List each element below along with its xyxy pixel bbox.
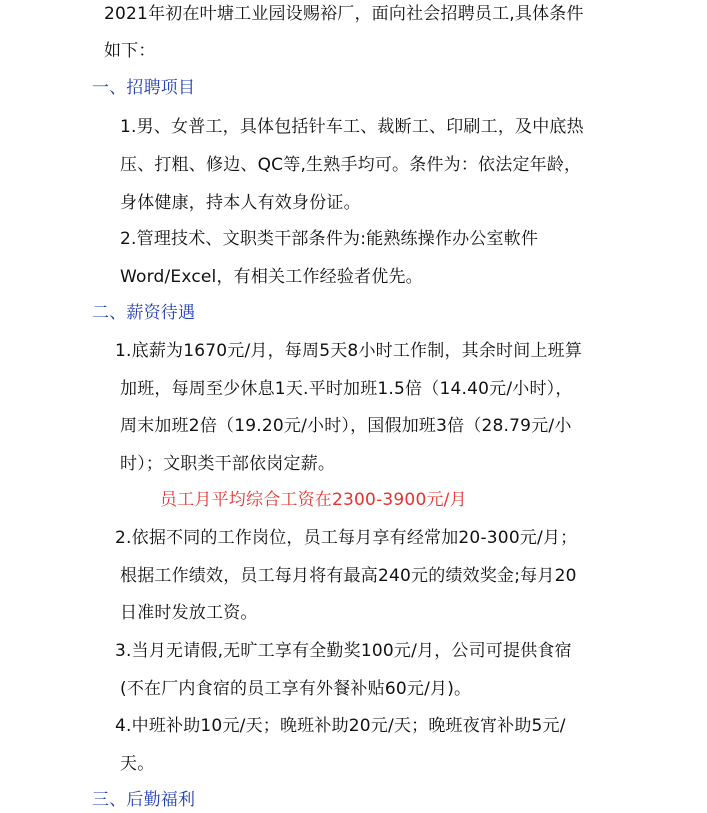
salary-item-1-line-1: 1.底薪为1670元/月，每周5天8小时工作制，其余时间上班算 <box>115 341 583 361</box>
section-heading-salary: 二、薪资待遇 <box>92 303 196 323</box>
section-heading-recruitment: 一、招聘项目 <box>92 78 196 98</box>
recruit-item-1-line-3: 身体健康，持本人有效身份证。 <box>120 193 361 213</box>
salary-item-2-line-3: 日准时发放工资。 <box>120 603 258 623</box>
intro-line-1: 2021年初在叶塘工业园设赐裕厂，面向社会招聘员工,具体条件 <box>104 4 584 24</box>
recruit-item-2-line-2: Word/Excel，有相关工作经验者优先。 <box>120 267 423 287</box>
recruit-item-2-line-1: 2.管理技术、文职类干部条件为:能熟练操作办公室軟件 <box>120 229 539 249</box>
recruit-item-1-line-2: 压、打粗、修边、QC等,生熟手均可。条件为：依法定年龄， <box>120 155 582 175</box>
salary-item-3-line-2: (不在厂内食宿的员工享有外餐补贴60元/月)。 <box>120 679 472 699</box>
salary-item-1-line-2: 加班，每周至少休息1天.平时加班1.5倍（14.40元/小时）， <box>120 379 573 399</box>
intro-line-2: 如下： <box>104 41 156 61</box>
average-salary-highlight: 员工月平均综合工资在2300-3900元/月 <box>160 490 467 510</box>
salary-item-4-line-1: 4.中班补助10元/天；晚班补助20元/天；晚班夜宵补助5元/ <box>115 716 566 736</box>
salary-item-3-line-1: 3.当月无请假,无旷工享有全勤奖100元/月，公司可提供食宿 <box>115 641 572 661</box>
salary-item-4-line-2: 天。 <box>120 754 155 774</box>
salary-item-2-line-1: 2.依据不同的工作岗位，员工每月享有经常加20-300元/月； <box>115 528 578 548</box>
salary-item-2-line-2: 根据工作绩效，员工每月将有最高240元的绩效奖金;每月20 <box>120 566 577 586</box>
recruit-item-1-line-1: 1.男、女普工，具体包括针车工、裁断工、印刷工，及中底热 <box>120 117 584 137</box>
salary-item-1-line-3: 周末加班2倍（19.20元/小时），国假加班3倍（28.79元/小 <box>120 416 572 436</box>
salary-item-1-line-4: 时）；文职类干部依岗定薪。 <box>120 454 336 474</box>
section-heading-welfare: 三、后勤福利 <box>92 790 196 810</box>
